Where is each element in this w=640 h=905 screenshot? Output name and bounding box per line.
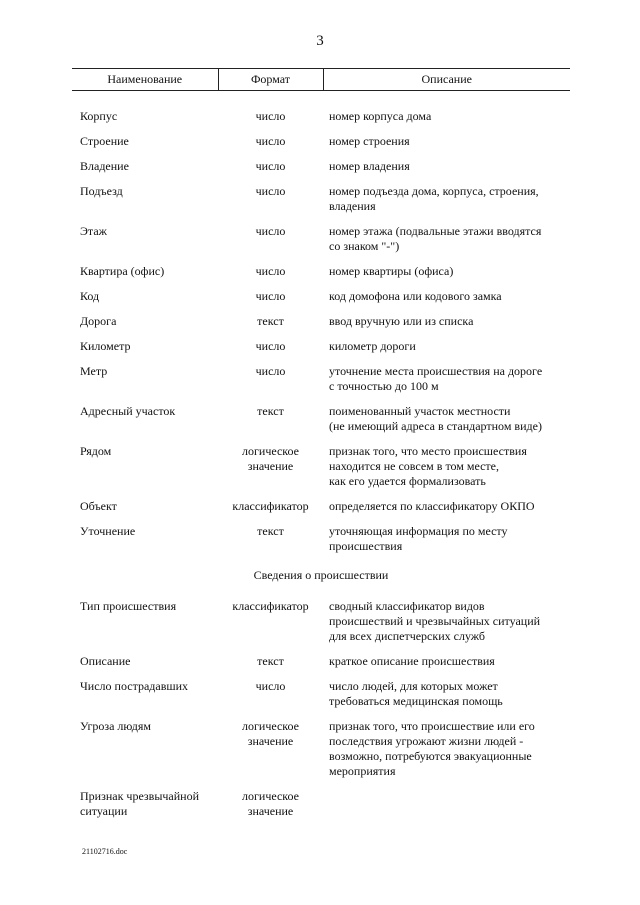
- field-name: Уточнение: [80, 524, 136, 538]
- field-format: классификатор: [232, 499, 309, 513]
- field-name: Угроза людям: [80, 719, 151, 733]
- field-description: код домофона или кодового замка: [329, 289, 502, 303]
- header-format: Формат: [218, 69, 323, 91]
- table-row: [72, 289, 570, 314]
- field-name: Строение: [80, 134, 129, 148]
- section-row: [72, 564, 570, 599]
- field-description: признак того, что происшествие или его последствия угрожают жизни людей - возможно, потребуются эвакуационные мероприятия: [329, 719, 535, 778]
- table-row: [72, 679, 570, 719]
- field-format: текст: [257, 404, 284, 418]
- field-name: Признак чрезвычайной ситуации: [80, 789, 200, 818]
- field-description: номер владения: [329, 159, 410, 173]
- field-format: классификатор: [232, 599, 309, 613]
- field-description: поименованный участок местности (не имеющий адреса в стандартном виде): [329, 404, 542, 433]
- field-description: номер корпуса дома: [329, 109, 432, 123]
- table-row: [72, 184, 570, 224]
- field-description: признак того, что место происшествия находится не совсем в том месте, как его удается формализовать: [329, 444, 527, 488]
- table-row: [72, 224, 570, 264]
- field-format: число: [255, 364, 286, 378]
- field-format: число: [255, 134, 286, 148]
- field-name: Описание: [80, 654, 131, 668]
- field-name: Этаж: [80, 224, 107, 238]
- table-body: [72, 91, 570, 830]
- field-format: логическое значение: [241, 719, 299, 748]
- table-row: [72, 719, 570, 789]
- field-name: Метр: [80, 364, 108, 378]
- field-format: число: [255, 159, 286, 173]
- field-name: Число пострадавших: [80, 679, 189, 693]
- field-name: Адресный участок: [80, 404, 176, 418]
- field-description: краткое описание происшествия: [329, 654, 495, 668]
- field-name: Дорога: [80, 314, 117, 328]
- field-format: логическое значение: [241, 444, 299, 473]
- field-name: Корпус: [80, 109, 118, 123]
- table-row: [72, 159, 570, 184]
- field-description: номер квартиры (офиса): [329, 264, 454, 278]
- field-name: Рядом: [80, 444, 112, 458]
- table-row: [72, 264, 570, 289]
- field-name: Квартира (офис): [80, 264, 165, 278]
- field-format: число: [255, 339, 286, 353]
- field-format: текст: [257, 314, 284, 328]
- table-row: [72, 134, 570, 159]
- table-row: [72, 444, 570, 499]
- field-name: Владение: [80, 159, 129, 173]
- field-description: определяется по классификатору ОКПО: [329, 499, 535, 513]
- table-header: [72, 69, 570, 91]
- table-row: [72, 91, 570, 135]
- table-row: [72, 789, 570, 829]
- field-format: число: [255, 109, 286, 123]
- page-number: 3: [316, 33, 324, 49]
- field-description: [323, 789, 570, 829]
- field-description: номер строения: [329, 134, 410, 148]
- table-row: [72, 499, 570, 524]
- field-description: ввод вручную или из списка: [329, 314, 474, 328]
- field-format: число: [255, 679, 286, 693]
- fields-table-container: [72, 68, 570, 829]
- field-description: уточняющая информация по месту происшествия: [329, 524, 508, 553]
- table-row: [72, 314, 570, 339]
- field-description: сводный классификатор видов происшествий и чрезвычайных ситуаций для всех диспетчерских служб: [329, 599, 541, 643]
- field-format: текст: [257, 654, 284, 668]
- field-format: число: [255, 289, 286, 303]
- field-description: число людей, для которых может требоваться медицинская помощь: [329, 679, 503, 708]
- field-format: число: [255, 264, 286, 278]
- field-description: километр дороги: [329, 339, 416, 353]
- field-format: логическое значение: [241, 789, 299, 818]
- field-description: номер подъезда дома, корпуса, строения, владения: [329, 184, 539, 213]
- field-description: уточнение места происшествия на дороге с точностью до 100 м: [329, 364, 543, 393]
- table-row: [72, 404, 570, 444]
- table-row: [72, 364, 570, 404]
- field-format: текст: [257, 524, 284, 538]
- table-row: [72, 339, 570, 364]
- field-name: Подъезд: [80, 184, 123, 198]
- field-format: число: [255, 224, 286, 238]
- table-row: [72, 524, 570, 564]
- field-name: Код: [80, 289, 100, 303]
- field-name: Тип происшествия: [80, 599, 177, 613]
- fields-table: [72, 68, 570, 829]
- header-description: Описание: [323, 69, 570, 91]
- table-row: [72, 654, 570, 679]
- header-name: Наименование: [72, 69, 218, 91]
- section-title: Сведения о происшествии: [253, 568, 389, 582]
- field-format: число: [255, 184, 286, 198]
- field-name: Объект: [80, 499, 117, 513]
- field-description: номер этажа (подвальные этажи вводятся со знаком "-"): [329, 224, 542, 253]
- table-row: [72, 599, 570, 654]
- field-name: Километр: [80, 339, 131, 353]
- footer-filename: 21102716.doc: [82, 847, 128, 856]
